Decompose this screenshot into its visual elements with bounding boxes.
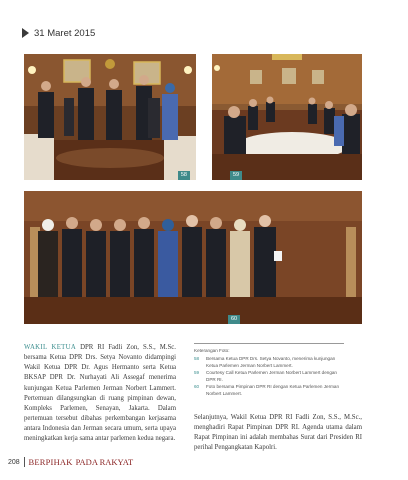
footer-brand-part1: BERPIHAK <box>28 457 73 467</box>
lead-in: WAKIL KETUA <box>24 344 77 351</box>
caption-number: 60 <box>194 384 200 389</box>
photo-number-58: 58 <box>178 171 190 180</box>
caption-item <box>194 383 344 397</box>
caption-text: Foto bersama Pimpinan DPR RI dengan Ketua Parlemen Jerman Norbert Lammert. <box>206 384 340 396</box>
photo-59 <box>212 54 362 180</box>
date-text: 31 Maret 2015 <box>34 27 96 39</box>
caption-text: Courtesy Call Ketua Parlemen Jerman Norbert Lammert dengan DPR RI. <box>206 370 337 382</box>
photo-60-image <box>24 191 362 324</box>
caption-item <box>194 355 344 369</box>
photo-58-image <box>24 54 196 180</box>
page-number: 208 <box>8 458 20 466</box>
caption-text: Bersama Ketua DPR Drs. Setya Novanto, menerima kunjungan Ketua Parlemen Jerman Norbert Lammert. <box>206 356 336 368</box>
left-column-text <box>24 343 176 445</box>
right-column-text: Selanjutnya, Wakil Ketua DPR RI Fadli Zon, S.S., M.Sc., menghadiri Rapat Pimpinan DPR RI. Agenda utama dalam Rapat Pimpinan ini adalah membahas Surat dari Presiden RI perihal Pengangkatan Kapolri. <box>194 414 362 452</box>
page-footer <box>8 456 133 468</box>
left-column-body: DPR RI Fadli Zon, S.S., M.Sc. bersama Ketua DPR Drs. Setya Novanto didampingi Wakil Ketua DPR Dr. Agus Hermanto serta Ketua BKSAP DPR Dr. Nurhayati Ali Assegaf menerima kunjungan Ketua Parlemen Jerman Norbert Lammert. Pertemuan dilangsungkan di ruang pimpinan dewan, Kompleks Parlemen, Senayan, Jakarta. Dalam pertemuan tersebut dibahas perkembangan kerjasama antara Indonesia dan Jerman secara umum, serta upaya meningkatkan kerja sama antar parlemen kedua negara. <box>24 344 177 443</box>
caption-number: 58 <box>194 356 200 361</box>
photo-58 <box>24 54 196 180</box>
photo-number-60: 60 <box>228 315 240 324</box>
triangle-icon <box>22 28 29 38</box>
caption-heading: Keterangan Foto: <box>194 348 230 353</box>
date-header <box>22 26 95 40</box>
photo-59-image <box>212 54 362 180</box>
photo-captions <box>194 343 344 397</box>
footer-brand-part2: PADA RAKYAT <box>75 457 134 467</box>
caption-number: 59 <box>194 370 200 375</box>
photo-number-59: 59 <box>230 171 242 180</box>
caption-rule <box>194 343 344 344</box>
footer-divider <box>24 457 25 467</box>
caption-item <box>194 369 344 383</box>
photo-60 <box>24 191 362 324</box>
